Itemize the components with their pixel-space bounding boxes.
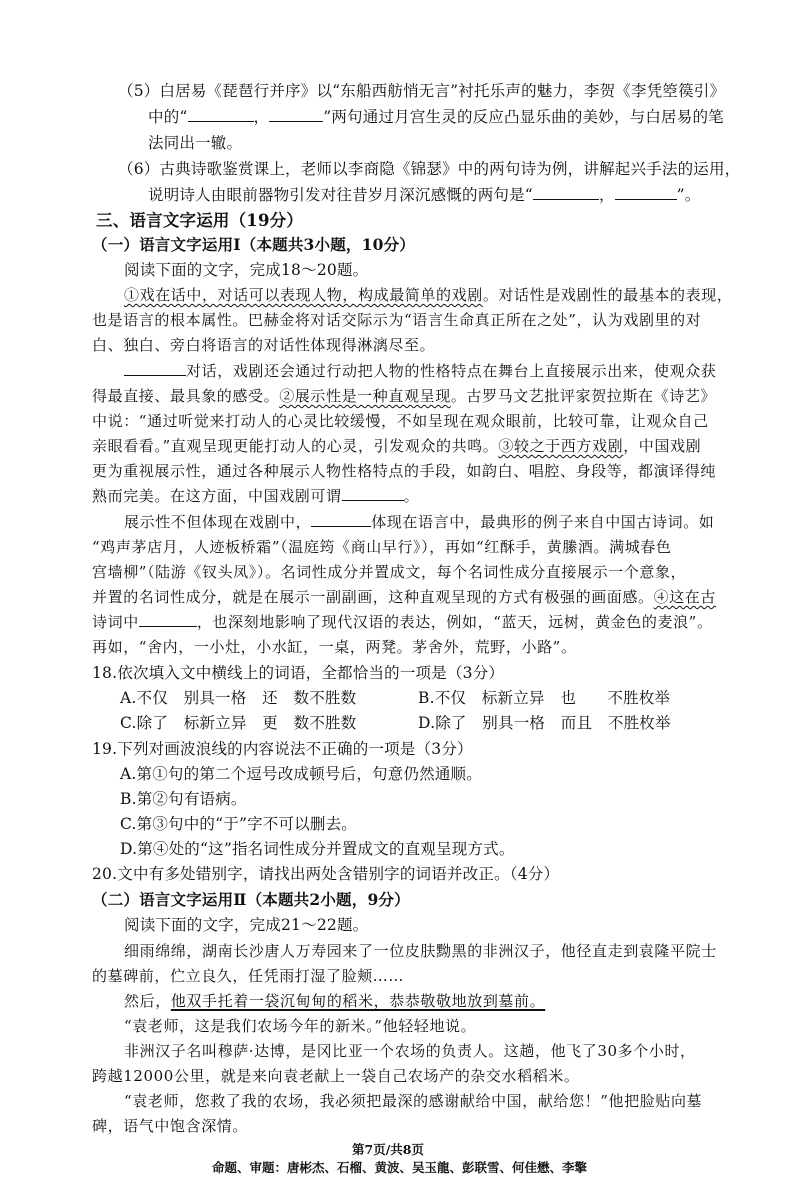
p2-line2-a: 得最直接、最具象的感受。 <box>92 387 280 405</box>
p2-line4 <box>92 435 701 457</box>
q18-option-a: A.不仅 别具一格 还 数不胜数 <box>120 689 357 707</box>
p2-line4-a: 亲眼看看。”直观呈现更能打动人的心灵，引发观众的共鸣。 <box>92 437 499 455</box>
p1-line2: 也是语言的根本属性。巴赫金将对话交际示为“语言生命真正所在之处”，认为戏剧里的对 <box>92 311 702 329</box>
q19-option-c: C.第③句中的“于”字不可以删去。 <box>120 815 357 833</box>
story-underlined-sentence: 他双手托着一袋沉甸甸的稻米，恭恭敬敬地放到墓前。 <box>170 992 546 1010</box>
story-line3-a: 然后， <box>124 992 171 1010</box>
q20-stem: 20.文中有多处错别字，请找出两处含错别字的词语并改正。（4分） <box>92 865 560 883</box>
p1-line1-rest: 。对话性是戏剧性的最基本的表现， <box>482 286 733 304</box>
footer-authors: 命题、审题：唐彬杰、石榴、黄波、吴玉龍、彭联雪、何佳懋、李擎 <box>212 1160 588 1175</box>
story-line7: “袁老师，您救了我的农场，我必须把最深的感谢献给中国，献给您！”他把脸贴向墓 <box>124 1092 703 1110</box>
q5-line2-a: 中的“ <box>148 108 188 126</box>
p1-line3: 白、独白、旁白将语言的对话性体现得淋漓尽至。 <box>92 336 436 354</box>
page-number: 第7页/共8页 <box>352 1142 424 1157</box>
p2-blank-2 <box>342 485 404 501</box>
p2-line6-a: 熟而完美。在这方面，中国戏剧可谓 <box>92 487 342 505</box>
story-line4: “袁老师，这是我们农场今年的新米。”他轻轻地说。 <box>124 1017 477 1035</box>
sentence-1: ①戏在话中，对话可以表现人物，构成最简单的戏剧 <box>124 286 483 304</box>
p2-line2 <box>92 385 716 407</box>
section-3-title: 三、语言文字运用（19分） <box>96 211 304 230</box>
q5-blank-2 <box>269 106 323 122</box>
q5-line3: 法同出一辙。 <box>148 134 243 152</box>
q5-line1: （5）白居易《琵琶行并序》以“东船西舫悄无言”衬托乐声的魅力，李贺《李凭箜篌引》 <box>118 82 726 100</box>
q6-line2-c: ”。 <box>676 186 701 204</box>
p2-line2-c: 。古罗马文艺批评家贺拉斯在《诗艺》 <box>450 387 717 405</box>
sub1-intro: 阅读下面的文字，完成18～20题。 <box>124 261 369 279</box>
p2-blank-1 <box>124 360 186 376</box>
p3-blank-1 <box>311 511 371 527</box>
sentence-2: ②展示性是一种直观呈现 <box>279 387 451 405</box>
p3-line2: “鸡声茅店月，人迹板桥霜”（温庭筠《商山早行》），再如“红酥手，黄縢酒。满城春色 <box>92 538 672 556</box>
p3-line3: 宫墙柳”（陆游《钗头凤》）。名词性成分并置成文，每个名词性成分直接展示一个意象， <box>92 563 687 581</box>
q18-option-c: C.除了 标新立异 更 数不胜数 <box>120 714 357 732</box>
story-line6: 跨越12000公里，就是来向袁老献上一袋自己农场产的杂交水稻稻米。 <box>92 1067 580 1085</box>
q6-line2 <box>148 184 700 206</box>
sentence-4: ④这在古 <box>653 588 717 606</box>
p3-line5-a: 诗词中 <box>92 613 139 631</box>
p3-blank-2 <box>139 611 197 627</box>
story-line8: 碑，语气中饱含深情。 <box>92 1117 249 1135</box>
p3-line4 <box>92 586 716 608</box>
p3-line5 <box>92 611 713 633</box>
q5-line2 <box>148 106 724 128</box>
p3-line1 <box>124 511 714 533</box>
story-line3 <box>124 990 545 1012</box>
p3-line1-a: 展示性不但体现在戏剧中， <box>124 513 312 531</box>
p2-line1-text: 对话，戏剧还会通过行动把人物的性格特点在舞台上直接展示出来，使观众获 <box>186 362 717 380</box>
sub2-intro: 阅读下面的文字，完成21～22题。 <box>124 916 369 934</box>
sub2-title: （二）语言文字运用Ⅱ（本题共2小题，9分） <box>92 890 410 909</box>
sentence-3: ③较之于西方戏剧 <box>498 437 624 455</box>
p2-line3: 中说：“通过听觉来打动人的心灵比较缓慢，不如呈现在观众眼前，比较可靠，让观众自己 <box>92 412 709 430</box>
q18-option-d: D.除了 别具一格 而且 不胜枚举 <box>418 714 671 732</box>
q6-line2-b: ， <box>598 186 615 204</box>
p3-line1-b: 体现在语言中，最典形的例子来自中国古诗词。如 <box>371 513 715 531</box>
q5-line2-b: ， <box>253 108 270 126</box>
q19-option-b: B.第②句有语病。 <box>120 790 247 808</box>
q19-stem: 19.下列对画波浪线的内容说法不正确的一项是（3分） <box>92 740 473 758</box>
q6-blank-1 <box>533 184 599 200</box>
p2-line4-c: ，中国戏剧 <box>623 437 702 455</box>
p3-line6: 再如，“舍内，一小灶，小水缸，一桌，两凳。茅舍外，荒野，小路”。 <box>92 638 577 656</box>
p1-line1 <box>124 284 732 306</box>
q6-line1: （6）古典诗歌鉴赏课上，老师以李商隐《锦瑟》中的两句诗为例，讲解起兴手法的运用， <box>118 160 741 178</box>
p2-line6 <box>92 485 419 507</box>
story-line2: 的墓碑前，伫立良久，任凭雨打湿了脸颊…… <box>92 967 405 985</box>
story-line1: 细雨绵绵，湖南长沙唐人万寿园来了一位皮肤黝黑的非洲汉子，他径直走到袁隆平院士 <box>124 942 717 960</box>
q19-option-a: A.第①句的第二个逗号改成顿号后，句意仍然通顺。 <box>120 765 482 783</box>
q5-line2-c: ”两句通过月宫生灵的反应凸显乐曲的美妙，与白居易的笔 <box>323 108 724 126</box>
p2-line6-b: 。 <box>403 487 420 505</box>
q5-blank-1 <box>188 106 254 122</box>
q18-stem: 18.依次填入文中横线上的词语，全都恰当的一项是（3分） <box>92 664 505 682</box>
p2-line5: 更为重视展示性，通过各种展示人物性格特点的手段，如韵白、唱腔、身段等，都演译得纯 <box>92 462 717 480</box>
p2-line1 <box>124 360 716 382</box>
q6-line2-a: 说明诗人由眼前器物引发对往昔岁月深沉感慨的两句是“ <box>148 186 533 204</box>
story-line5: 非洲汉子名叫穆萨·达博，是冈比亚一个农场的负责人。这趟，他飞了30多个小时， <box>124 1042 696 1060</box>
q18-option-b: B.不仅 标新立异 也 不胜枚举 <box>418 689 671 707</box>
sub1-title: （一）语言文字运用Ⅰ（本题共3小题，10分） <box>92 235 416 254</box>
p3-line4-a: 并置的名词性成分，就是在展示一副副画，这种直观呈现的方式有极强的画面感。 <box>92 588 654 606</box>
q19-option-d: D.第④处的“这”指名词性成分并置成文的直观呈现方式。 <box>120 840 515 858</box>
p3-line5-b: ，也深刻地影响了现代汉语的表达，例如，“蓝天，远树，黄金色的麦浪”。 <box>196 613 713 631</box>
q6-blank-2 <box>615 184 677 200</box>
